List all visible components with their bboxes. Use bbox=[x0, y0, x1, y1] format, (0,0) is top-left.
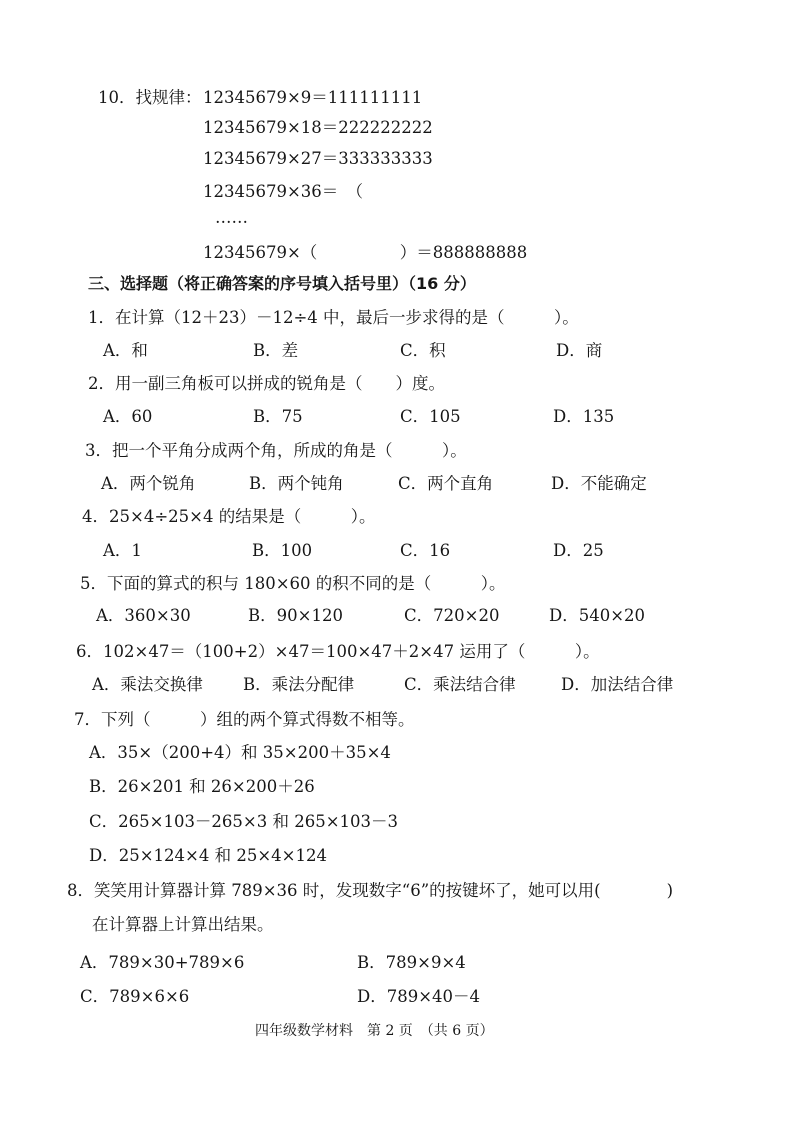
question-7-option-d: D．25×124×4 和 25×4×124 bbox=[89, 846, 327, 865]
question-8-stem-continued: 在计算器上计算出结果。 bbox=[92, 915, 274, 934]
question-7-option-b: B．26×201 和 26×200＋26 bbox=[89, 777, 315, 796]
question-1-option-d: D．商 bbox=[556, 341, 603, 360]
question-6-option-c: C．乘法结合律 bbox=[404, 675, 516, 694]
question-8-stem: 8．笑笑用计算器计算 789×36 时，发现数字“6”的按键坏了，她可以用( ) bbox=[67, 881, 674, 900]
pattern-line-2: 12345679×18＝222222222 bbox=[203, 118, 433, 137]
question-8-option-d: D．789×40－4 bbox=[357, 987, 481, 1006]
question-5-stem: 5．下面的算式的积与 180×60 的积不同的是（ ）。 bbox=[80, 574, 506, 593]
question-5-option-c: C．720×20 bbox=[404, 606, 500, 625]
question-4-option-b: B．100 bbox=[252, 541, 313, 560]
pattern-ellipsis: …… bbox=[215, 208, 248, 227]
question-5-option-a: A．360×30 bbox=[96, 606, 191, 625]
question-8-option-b: B．789×9×4 bbox=[357, 953, 466, 972]
pattern-line-1: 12345679×9＝111111111 bbox=[203, 88, 423, 107]
question-1-option-c: C．积 bbox=[400, 341, 446, 360]
question-4-stem: 4．25×4÷25×4 的结果是（ ）。 bbox=[82, 507, 376, 526]
question-2-option-a: A．60 bbox=[103, 407, 153, 426]
question-5-option-b: B．90×120 bbox=[248, 606, 343, 625]
question-1-stem: 1．在计算（12＋23）－12÷4 中，最后一步求得的是（ ）。 bbox=[88, 308, 579, 327]
question-2-option-b: B．75 bbox=[253, 407, 303, 426]
question-4-option-d: D．25 bbox=[553, 541, 604, 560]
question-2-stem: 2．用一副三角板可以拼成的锐角是（ ）度。 bbox=[88, 374, 445, 393]
question-3-stem: 3．把一个平角分成两个角，所成的角是（ ）。 bbox=[85, 441, 467, 460]
question-4-option-c: C．16 bbox=[400, 541, 451, 560]
question-5-option-d: D．540×20 bbox=[549, 606, 646, 625]
question-7-stem: 7．下列（ ）组的两个算式得数不相等。 bbox=[74, 710, 415, 729]
question-1-option-a: A．和 bbox=[103, 341, 148, 360]
section-3-title: 三、选择题（将正确答案的序号填入括号里）（16 分） bbox=[88, 274, 476, 293]
question-6-stem: 6．102×47＝（100+2）×47＝100×47＋2×47 运用了（ ）。 bbox=[76, 642, 600, 661]
question-3-option-d: D．不能确定 bbox=[551, 474, 647, 493]
pattern-line-4: 12345679×36＝ （ bbox=[203, 182, 364, 201]
question-8-option-a: A．789×30+789×6 bbox=[80, 953, 245, 972]
question-4-option-a: A．1 bbox=[103, 541, 142, 560]
question-7-option-c: C．265×103－265×3 和 265×103－3 bbox=[89, 812, 399, 831]
pattern-line-6: 12345679×（ ）＝888888888 bbox=[203, 243, 528, 262]
question-6-option-d: D．加法结合律 bbox=[561, 675, 674, 694]
question-3-option-a: A．两个锐角 bbox=[101, 474, 196, 493]
question-7-option-a: A．35×（200+4）和 35×200＋35×4 bbox=[89, 743, 391, 762]
question-8-option-c: C．789×6×6 bbox=[80, 987, 190, 1006]
question-6-option-b: B．乘法分配律 bbox=[243, 675, 355, 694]
question-2-option-c: C．105 bbox=[400, 407, 461, 426]
q10-label: 10．找规律： bbox=[98, 88, 202, 107]
question-2-option-d: D．135 bbox=[553, 407, 615, 426]
question-3-option-c: C．两个直角 bbox=[398, 474, 494, 493]
question-6-option-a: A．乘法交换律 bbox=[92, 675, 203, 694]
page-footer: 四年级数学材料 第 2 页 （共 6 页） bbox=[255, 1023, 494, 1039]
question-3-option-b: B．两个钝角 bbox=[249, 474, 344, 493]
question-1-option-b: B．差 bbox=[253, 341, 299, 360]
pattern-line-3: 12345679×27＝333333333 bbox=[203, 149, 433, 168]
